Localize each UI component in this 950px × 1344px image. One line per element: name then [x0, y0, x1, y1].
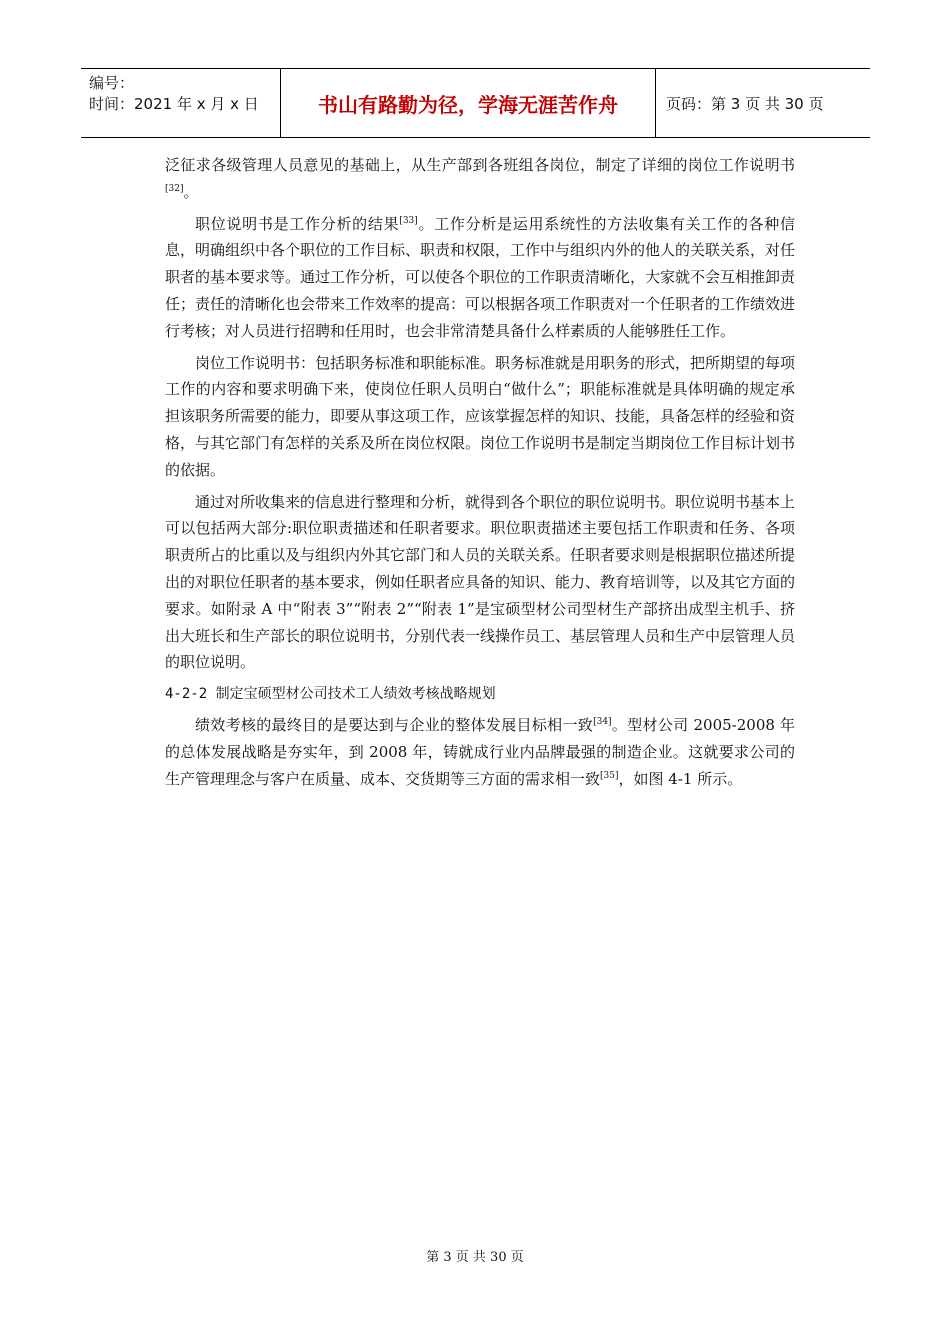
paragraph-5	[165, 712, 795, 792]
number-label: 编号：	[89, 74, 135, 92]
paragraph-3: 岗位工作说明书：包括职务标准和职能标准。职务标准就是用职务的形式，把所期望的每项工作的内容和要求明确下来，使岗位任职人员明白“做什么”；职能标准就是具体明确的规定承担该职务所需要的能力，即要从事这项工作，应该掌握怎样的知识、技能，具备怎样的经验和资格，与其它部门有怎样的关系及所在岗位权限。岗位工作说明书是制定当期岗位工作目标计划书的依据。	[165, 353, 796, 479]
paragraph-4: 通过对所收集来的信息进行整理和分析，就得到各个职位的职位说明书。职位说明书基本上可以包括两大部分:职位职责描述和任职者要求。职位职责描述主要包括工作职责和任务、各项职责所占的比重以及与组织内外其它部门和人员的关联关系。任职者要求则是根据职位描述所提出的对职位任职者的基本要求，例如任职者应具备的知识、能力、教育培训等，以及其它方面的要求。如附录 A 中“附表 3”“附表 2”“附表 1”是宝硕型材公司型材生产部挤出成型主机手、挤出大班长和生产部长的职位说明书，分别代表一线操作员工、基层管理人员和生产中层管理人员的职位说明。	[165, 492, 796, 672]
paragraph-1-text: 泛征求各级管理人员意见的基础上，从生产部到各班组各岗位，制定了详细的岗位工作说明书	[165, 156, 795, 174]
paragraph-5-text-c: ，如图 4-1 所示。	[618, 769, 743, 788]
paragraph-2	[165, 211, 795, 345]
paragraph-1	[165, 152, 795, 206]
header-meta	[81, 69, 281, 137]
section-heading: 4-2-2 制定宝硕型材公司技术工人绩效考核战略规划	[165, 686, 496, 703]
page-footer: 第 3 页 共 30 页	[426, 1250, 524, 1265]
header-page-label: 页码：第 3 页 共 30 页	[666, 94, 824, 113]
paragraph-2-text-b: 。工作分析是运用系统性的方法收集有关工作的各种信息，明确组织中各个职位的工作目标、职责和权限，工作中与组织内外的他人的关联关系，对任职者的基本要求等。通过工作分析，可以使各个职位的工作职责清晰化，大家就不会互相推卸责任；责任的清晰化也会带来工作效率的提高：可以根据各项工作职责对一个任职者的工作绩效进行考核；对人员进行招聘和任用时，也会非常清楚具备什么样素质的人能够胜任工作。	[165, 214, 796, 340]
citation-33: [33]	[399, 215, 418, 226]
page-header	[81, 68, 870, 138]
date-label: 时间：2021 年 x 月 x 日	[89, 95, 259, 113]
citation-35: [35]	[600, 770, 619, 781]
paragraph-1-end: 。	[183, 182, 199, 201]
citation-34: [34]	[593, 716, 612, 727]
header-motto: 书山有路勤为径，学海无涯苦作舟	[281, 69, 656, 137]
paragraph-2-text-a: 职位说明书是工作分析的结果	[195, 214, 400, 233]
document-body	[165, 152, 795, 797]
paragraph-5-text-b: 。型材公司 2005-2008 年的总体发展战略是夯实年，到 2008 年，铸就成行业内品牌最强的制造企业。这就要求公司的生产管理理念与客户在质量、成本、交货期等三方面的需求相一致	[165, 715, 795, 788]
citation-32: [32]	[165, 183, 184, 194]
paragraph-5-text-a: 绩效考核的最终目的是要达到与企业的整体发展目标相一致	[195, 715, 594, 734]
